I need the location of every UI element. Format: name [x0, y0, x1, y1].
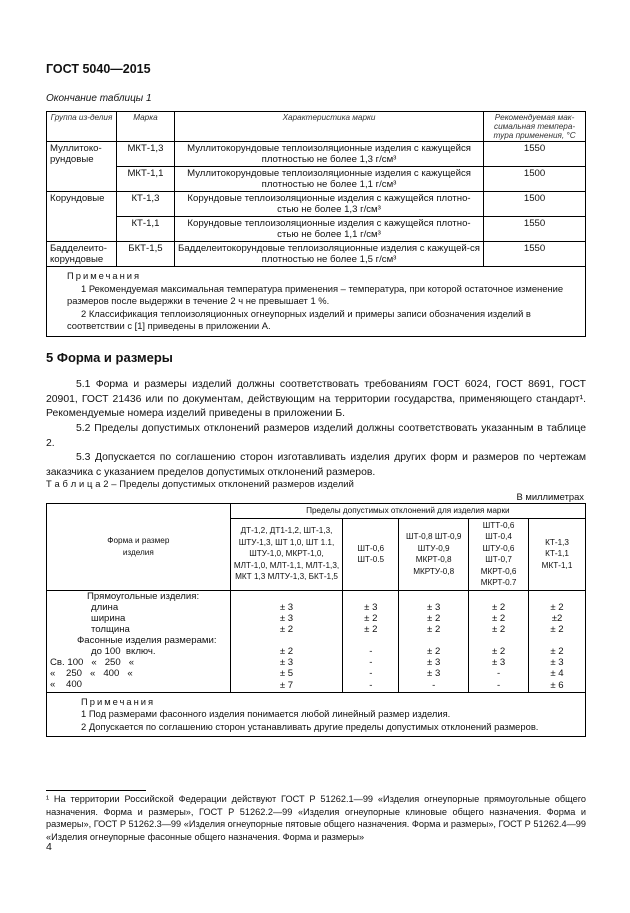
table1-cell-group: Муллитоко-рундовые — [47, 142, 117, 192]
table2-cell: ± 3 — [469, 657, 529, 668]
table-row — [47, 192, 586, 217]
table2-cell: - — [399, 679, 469, 693]
table2-cell: - — [469, 668, 529, 679]
paragraph-5-1 — [46, 378, 586, 422]
paragraph-5-1-text: 5.1 Форма и размеры изделий должны соответствовать требованиям ГОСТ 6024, ГОСТ 8691, ГОСТ 20901, ГОСТ 21436 или по документам, действующим на территории государства, применяющего стандарт¹. Рекомендуемые номера изделий приведены в приложении Б. — [46, 379, 586, 419]
table2-row-label: « 250 « 400 « — [47, 668, 231, 679]
table1-cell-desc: Бадделеитокорундовые теплоизоляционные изделия с кажущей-ся плотностью не более 1,5 г/см³ — [174, 242, 483, 267]
table2-cell: - — [343, 679, 399, 693]
table2-cell: ± 3 — [230, 657, 343, 668]
table2-row-label: Св. 100 « 250 « — [47, 657, 231, 668]
table2-caption: Т а б л и ц а 2 – Пределы допустимых отклонений размеров изделий — [46, 478, 354, 489]
table2-cell: ± 3 — [230, 613, 343, 624]
table1-caption: Окончание таблицы 1 — [46, 93, 152, 104]
table-row — [47, 679, 586, 693]
table-row — [47, 624, 586, 635]
table2-cell: ± 2 — [399, 624, 469, 635]
table2-cell: - — [469, 679, 529, 693]
table2-shaped-title: Фасонные изделия размерами: — [47, 635, 231, 646]
table2-cell: ±2 — [529, 613, 586, 624]
footnote: ¹ На территории Российской Федерации действуют ГОСТ Р 51262.1—99 «Изделия огнеупорные прямоугольные общего назначения. Форма и размеры», ГОСТ Р 51262.2—99 «Изделия огнеупорные клиновые общего назначения. Форма и размеры», ГОСТ Р 51262.3—99 «Изделия огнеупорные пятовые общего назначения. Форма и размеры», ГОСТ Р 51262.4—99 «Изделия огнеупорные фасонные общего назначения. Форма и размеры» — [46, 794, 586, 842]
table2-cell: ± 3 — [399, 657, 469, 668]
table2-cell: ± 6 — [529, 679, 586, 693]
paragraph-5-3 — [46, 451, 586, 480]
table2-cell: ± 5 — [230, 668, 343, 679]
table2-cell: ± 2 — [469, 613, 529, 624]
table1-header-temp: Рекомендуемая мак-симальная темпера-тура применения, °С — [484, 112, 586, 142]
footnote-divider — [46, 790, 146, 791]
table2-cell: ± 2 — [469, 624, 529, 635]
table1-cell-temp: 1550 — [484, 217, 586, 242]
table2-note-2: 2 Допускается по соглашению сторон устанавливать другие пределы допустимых отклонений размеров. — [81, 720, 539, 732]
document-header: ГОСТ 5040—2015 — [46, 62, 151, 76]
table2-cell: ± 2 — [529, 624, 586, 635]
table2-cell: - — [343, 646, 399, 657]
table2-row-label: толщина — [47, 624, 231, 635]
table2-cell: ± 3 — [399, 602, 469, 613]
table2-corner-header-text: Форма и размер изделия — [107, 536, 170, 557]
table1-cell-temp: 1550 — [484, 242, 586, 267]
table2-cell: - — [343, 668, 399, 679]
table-row — [47, 590, 586, 602]
table2-cell: ± 2 — [343, 613, 399, 624]
table1-cell-mark: МКТ-1,3 — [116, 142, 174, 167]
table2-row-label: до 100 включ. — [47, 646, 231, 657]
table1-cell-group: Корундовые — [47, 192, 117, 242]
table2 — [46, 503, 586, 737]
table2-rect-title: Прямоугольные изделия: — [47, 590, 231, 602]
page-number: 4 — [46, 841, 52, 853]
table2-row-label: ширина — [47, 613, 231, 624]
table2-col-header: ДТ-1,2, ДТ1-1,2, ШТ-1,3, ШТУ-1,3, ШТ 1,0, ШТ 1.1, ШТУ-1,0, МКРТ-1,0, МЛТ-1,0, МЛТ-1,1, МЛТ-1,3, МКТ 1,3 МЛТУ-1,3, БКТ-1,5 — [230, 518, 343, 590]
table-row — [47, 613, 586, 624]
table2-cell: ± 4 — [529, 668, 586, 679]
table2-row-label: « 400 — [47, 679, 231, 693]
table2-corner-header — [47, 504, 231, 591]
table2-cell: ± 2 — [399, 613, 469, 624]
table1-cell-desc: Корундовые теплоизоляционные изделия с кажущейся плотно-стью не более 1,1 г/см³ — [174, 217, 483, 242]
table1-cell-temp: 1500 — [484, 167, 586, 192]
table2-notes — [47, 692, 586, 737]
table2-cell: ± 3 — [399, 668, 469, 679]
table2-col-header: ШТ-0,6 ШТ-0.5 — [343, 518, 399, 590]
table2-cell: - — [343, 657, 399, 668]
paragraph-5-2 — [46, 422, 586, 451]
table2-cell: ± 2 — [230, 646, 343, 657]
table1-note-2: 2 Классификация теплоизоляционных огнеупорных изделий и примеры записи обозначения изделий в соответствии с [1] приведены в приложении А. — [67, 307, 531, 331]
table1-cell-mark: КТ-1,3 — [116, 192, 174, 217]
table-row — [47, 657, 586, 668]
table1-cell-mark: МКТ-1,1 — [116, 167, 174, 192]
table2-note-1: 1 Под размерами фасонного изделия понимается любой линейный размер изделия. — [81, 708, 451, 719]
table1-notes-title: Примечания — [67, 270, 142, 281]
table1-cell-group: Бадделеито-корундовые — [47, 242, 117, 267]
table2-cell: ± 2 — [469, 646, 529, 657]
table2-units: В миллиметрах — [516, 491, 584, 502]
table2-cell: ± 2 — [230, 624, 343, 635]
table2-cell: ± 3 — [343, 602, 399, 613]
table-row — [47, 242, 586, 267]
table2-col-header: КТ-1,3 КТ-1,1 МКТ-1,1 — [529, 518, 586, 590]
table1-cell-temp: 1500 — [484, 192, 586, 217]
section5-heading: 5 Форма и размеры — [46, 350, 173, 365]
table1-cell-desc: Муллитокорундовые теплоизоляционные изделия с кажущейся плотностью не более 1,1 г/см³ — [174, 167, 483, 192]
table1-cell-mark: БКТ-1,5 — [116, 242, 174, 267]
table1-note-1: 1 Рекомендуемая максимальная температура применения – температура, при которой остаточное изменение размеров после выдержки в течение 2 ч не превышает 1 %. — [67, 282, 564, 306]
paragraph-5-2-text: 5.2 Пределы допустимых отклонений размеров изделий должны соответствовать указанным в таблице 2. — [46, 423, 586, 449]
table1-header-group: Группа из-делия — [47, 112, 117, 142]
table2-cell: ± 2 — [399, 646, 469, 657]
table1-cell-desc: Муллитокорундовые теплоизоляционные изделия с кажущейся плотностью не более 1,3 г/см³ — [174, 142, 483, 167]
table2-notes-row — [47, 692, 586, 737]
table1-notes-row — [47, 267, 586, 337]
table-row — [47, 142, 586, 167]
table-row — [47, 635, 586, 646]
table1-cell-desc: Корундовые теплоизоляционные изделия с кажущейся плотно-стью не более 1,3 г/см³ — [174, 192, 483, 217]
table2-cell: ± 2 — [469, 602, 529, 613]
table1-header-mark: Марка — [116, 112, 174, 142]
table-row — [47, 602, 586, 613]
table2-span-header: Пределы допустимых отклонений для изделия марки — [230, 504, 585, 519]
table1-cell-mark: КТ-1,1 — [116, 217, 174, 242]
table1-header-desc: Характеристика марки — [174, 112, 483, 142]
table2-cell: ± 7 — [230, 679, 343, 693]
table1-notes — [47, 267, 586, 337]
table2-cell: ± 3 — [529, 657, 586, 668]
table1-cell-temp: 1550 — [484, 142, 586, 167]
table1 — [46, 111, 586, 337]
table2-row-label: длина — [47, 602, 231, 613]
table2-col-header: ШТ-0,8 ШТ-0,9 ШТУ-0,9 МКРТ-0,8 МКРТУ-0,8 — [399, 518, 469, 590]
table2-cell: ± 2 — [529, 602, 586, 613]
table2-cell: ± 2 — [529, 646, 586, 657]
table2-cell: ± 3 — [230, 602, 343, 613]
table2-cell: ± 2 — [343, 624, 399, 635]
table2-col-header: ШТТ-0,6 ШТ-0,4 ШТУ-0,6 ШТ-0,7 МКРТ-0,6 МКРТ-0.7 — [469, 518, 529, 590]
table2-notes-title: Примечания — [81, 695, 156, 707]
table-row — [47, 646, 586, 657]
table-row — [47, 167, 586, 192]
paragraph-5-3-text: 5.3 Допускается по соглашению сторон изготавливать изделия других форм и размеров по чертежам заказчика с указанием пределов допустимых отклонений размеров. — [46, 452, 586, 478]
table-row — [47, 217, 586, 242]
table-row — [47, 668, 586, 679]
